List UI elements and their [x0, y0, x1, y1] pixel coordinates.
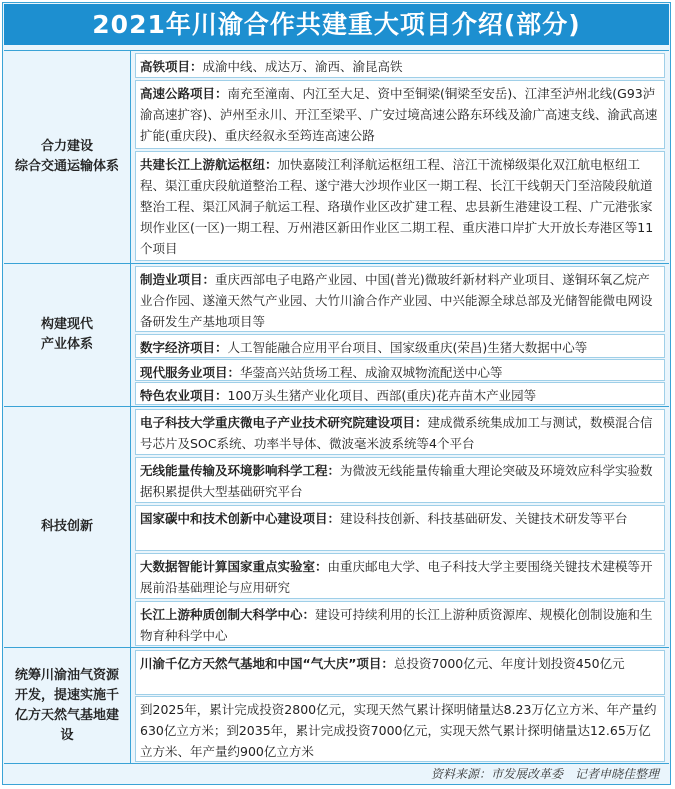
list-item: 高铁项目：成渝中线、成达万、渝西、渝昆高铁 [135, 53, 665, 78]
list-item: 长江上游种质创制大科学中心：建设可持续利用的长江上游种质资源库、规模化创制设施和生物育种科学中心 [135, 601, 665, 646]
list-item: 国家碳中和技术创新中心建设项目：建设科技创新、科技基础研发、关键技术研发等平台 [135, 505, 665, 551]
category-label: 统筹川渝油气资源开发，提速实施千亿方天然气基地建设 [4, 648, 131, 763]
list-item: 无线能量传输及环境影响科学工程：为微波无线能量传输重大理论突破及环境效应科学实验数据积累提供大型基础研究平台 [135, 457, 665, 503]
section-gas [4, 647, 669, 763]
list-item: 川渝千亿方天然气基地和中国“气大庆”项目：总投资7000亿元、年度计划投资450亿元 [135, 650, 665, 695]
section-transport [4, 50, 669, 263]
list-item: 共建长江上游航运枢纽：加快嘉陵江利泽航运枢纽工程、涪江干流梯级渠化双江航电枢纽工程、渠江重庆段航道整治工程、遂宁港大沙坝作业区一期工程、长江干线朝天门至涪陵段航道整治工程、渠江风洞子航运工程、珞璜作业区改扩建工程、忠县新生港建设工程、广元港张家坝作业区(一区)一期工程、万州港区新田作业区二期工程、重庆港口岸扩大开放长寿港区等11个项目 [135, 151, 665, 261]
category-label: 合力建设 综合交通运输体系 [4, 51, 131, 263]
list-item: 现代服务业项目：华蓥高兴站货场工程、成渝双城物流配送中心等 [135, 359, 665, 381]
list-item: 特色农业项目：100万头生猪产业化项目、西部(重庆)花卉苗木产业园等 [135, 382, 665, 405]
list-item: 数字经济项目：人工智能融合应用平台项目、国家级重庆(荣昌)生猪大数据中心等 [135, 334, 665, 358]
list-item: 大数据智能计算国家重点实验室：由重庆邮电大学、电子科技大学主要围绕关键技术建模等开展前沿基础理论与应用研究 [135, 553, 665, 599]
page-title: 2021年川渝合作共建重大项目介绍(部分) [4, 4, 669, 45]
source-note: 资料来源：市发展改革委 记者申晓佳整理 [4, 763, 669, 784]
category-label: 构建现代 产业体系 [4, 264, 131, 406]
list-item: 制造业项目：重庆西部电子电路产业园、中国(普光)微玻纤新材料产业项目、遂铜环氧乙烷产业合作园、遂潼天然气产业园、大竹川渝合作产业园、中兴能源全球总部及光储智能微电网设备研发生产基地项目等 [135, 266, 665, 332]
list-item: 到2025年，累计完成投资2800亿元，实现天然气累计探明储量达8.23万亿立方米、年产量约630亿立方米；到2035年，累计完成投资7000亿元，实现天然气累计探明储量达12.65万亿立方米、年产量约900亿立方米 [135, 696, 665, 762]
list-item: 电子科技大学重庆微电子产业技术研究院建设项目：建成微系统集成加工与测试，数模混合信号芯片及SOC系统、功率半导体、微波毫米波系统等4个平台 [135, 409, 665, 455]
category-label: 科技创新 [4, 407, 131, 647]
section-technology [4, 406, 669, 647]
section-industry [4, 263, 669, 406]
list-item: 高速公路项目：南充至潼南、内江至大足、资中至铜梁(铜梁至安岳)、江津至泸州北线(G93泸渝高速扩容)、泸州至永川、开江至梁平、广安过境高速公路东环线及渝广高速支线、渝武高速扩能(重庆段)、重庆经叙永至筠连高速公路 [135, 80, 665, 149]
